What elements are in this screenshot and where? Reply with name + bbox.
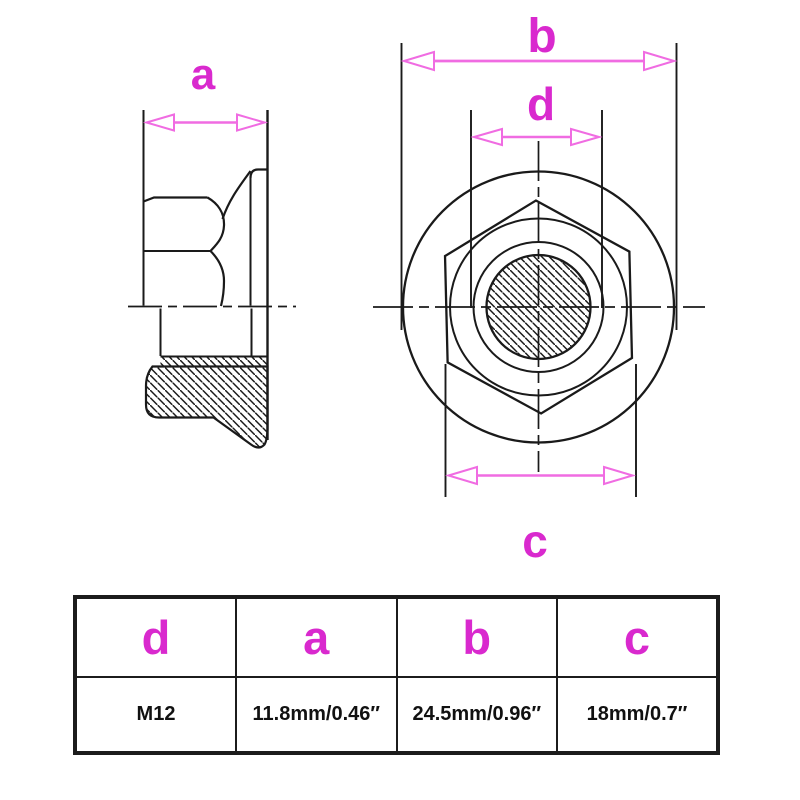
dimension-b-arrowhead-left (404, 52, 434, 70)
dimension-c-label: c (522, 515, 548, 567)
dimension-b-label: b (527, 10, 557, 63)
table-header-row (76, 598, 718, 678)
table-value-row (76, 677, 718, 753)
table-value-a: 11.8mm/0.46″ (236, 677, 397, 753)
dimension-a-arrowhead-left (147, 115, 175, 131)
dimension-d-label: d (526, 78, 556, 130)
table-header-b: b (397, 598, 558, 678)
thread-band-hatch (161, 357, 268, 367)
table-header-a: a (236, 598, 397, 678)
flange-section-hatched (146, 367, 268, 448)
table-header-d: d (76, 598, 237, 678)
dimension-d-arrowhead-right (571, 129, 599, 145)
dimension-a (147, 50, 265, 131)
dimension-c (449, 467, 633, 567)
table-value-b: 24.5mm/0.96″ (397, 677, 558, 753)
dimension-a-arrowhead-right (237, 115, 265, 131)
table-value-c: 18mm/0.7″ (557, 677, 718, 753)
hex-to-flange-curve (223, 171, 251, 219)
flange-top-edge (251, 170, 268, 179)
table-header-c: c (557, 598, 718, 678)
dimensions-table (74, 596, 719, 754)
dimension-d-arrowhead-left (474, 129, 502, 145)
dimension-c-arrowhead-left (449, 467, 478, 484)
table-value-d: M12 (76, 677, 237, 753)
flange-inner-face (251, 178, 252, 356)
hex-top-edge (144, 198, 208, 202)
dimension-b-arrowhead-right (644, 52, 674, 70)
dimension-c-arrowhead-right (604, 467, 633, 484)
dimension-a-label: a (190, 50, 216, 99)
dimension-d (474, 78, 599, 145)
side-section-view (128, 110, 296, 448)
dimension-b (404, 10, 674, 70)
